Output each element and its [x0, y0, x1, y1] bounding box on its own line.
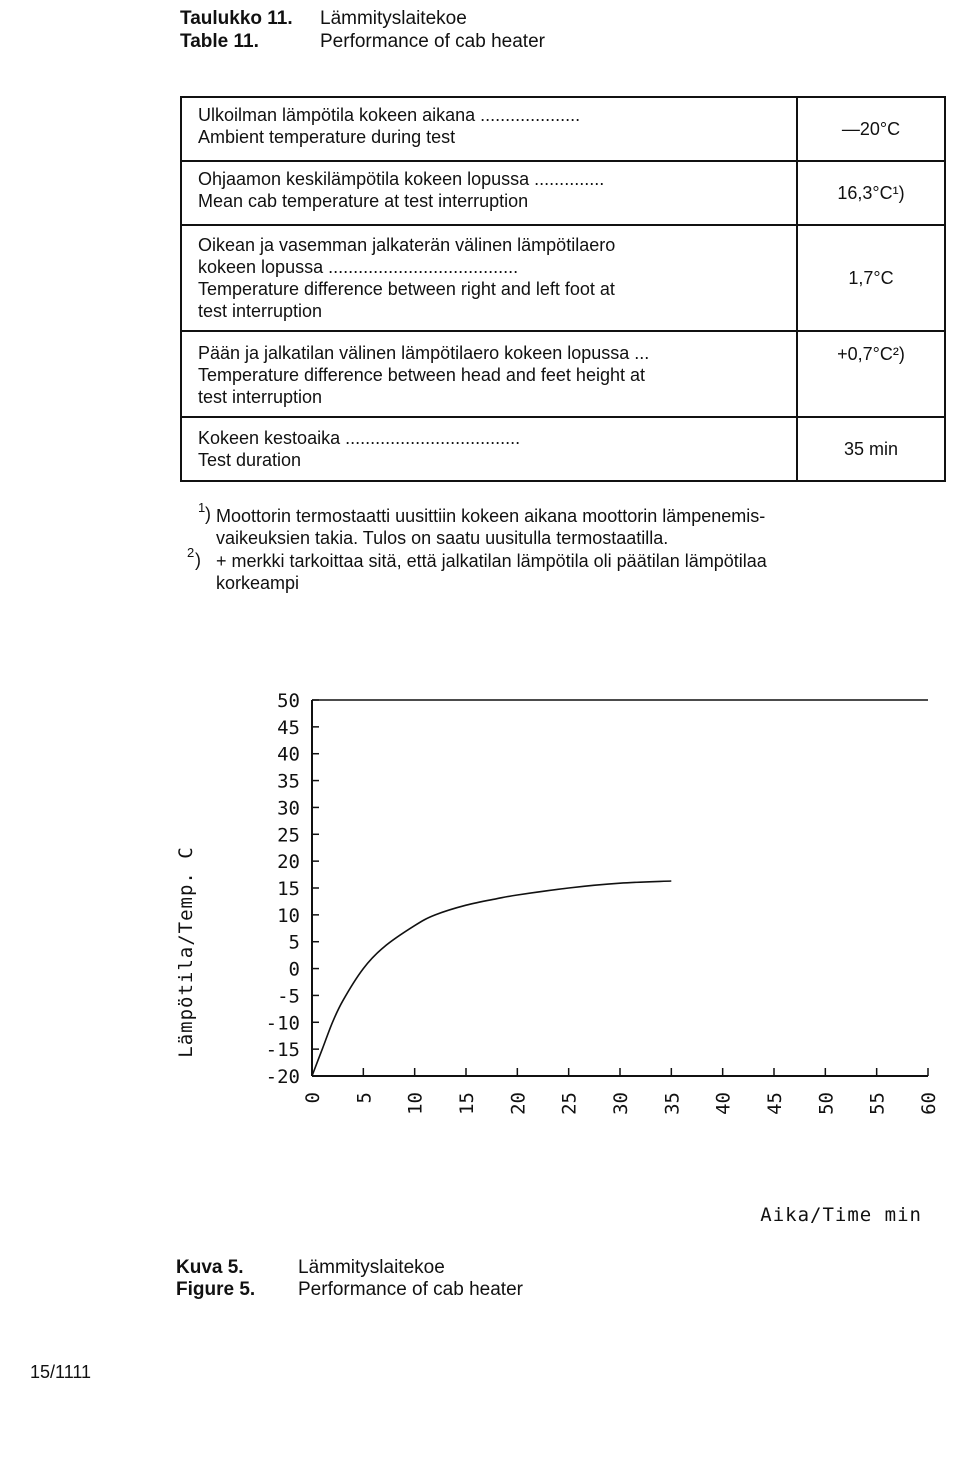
x-tick-label: 15	[456, 1092, 478, 1115]
x-tick-label: 40	[712, 1092, 735, 1115]
row-description	[198, 427, 778, 471]
row-description	[198, 104, 778, 148]
table-row	[182, 332, 944, 418]
x-tick-label: 45	[764, 1092, 786, 1115]
table-row	[182, 418, 944, 480]
table-row	[182, 162, 944, 226]
row-line: Oikean ja vasemman jalkaterän välinen lämpötilaero	[198, 235, 616, 255]
row-line: test interruption	[198, 301, 323, 321]
x-tick-label: 20	[507, 1092, 530, 1115]
y-tick-label: 20	[277, 851, 300, 874]
row-value: 1,7°C	[796, 226, 944, 330]
y-tick-label: -15	[265, 1039, 300, 1062]
y-tick-label: 25	[277, 824, 300, 847]
x-tick-label: 30	[610, 1092, 632, 1115]
footnote-2-mark: 2	[187, 545, 195, 560]
y-tick-label: -10	[265, 1012, 300, 1035]
footnote-2-paren: )	[195, 550, 201, 570]
figure-caption-fi	[176, 1257, 445, 1279]
y-tick-label: 40	[277, 743, 300, 766]
row-line: Pään ja jalkatilan välinen lämpötilaero kokeen lopussa ...	[198, 343, 650, 363]
x-tick-label: 0	[302, 1092, 324, 1104]
table-label-en: Table 11.	[180, 31, 259, 52]
row-line: kokeen lopussa ......................................	[198, 257, 519, 277]
row-line: test interruption	[198, 387, 323, 407]
row-line: Kokeen kestoaika ...................................	[198, 428, 521, 448]
table-row	[182, 226, 944, 332]
row-description	[198, 168, 778, 212]
figure-label-fi: Kuva 5.	[176, 1257, 244, 1278]
y-tick-label: -5	[277, 985, 300, 1008]
row-value: —20°C	[796, 98, 944, 160]
row-description	[198, 234, 778, 322]
x-tick-label: 5	[353, 1092, 376, 1104]
y-tick-label: 50	[277, 690, 300, 712]
row-line: Ohjaamon keskilämpötila kokeen lopussa ..............	[198, 169, 605, 189]
x-tick-label: 10	[404, 1092, 427, 1115]
row-line: Temperature difference between head and feet height at	[198, 365, 645, 385]
x-tick-label: 35	[661, 1092, 684, 1115]
footnote-2-line2: korkeampi	[216, 573, 300, 593]
x-axis-label: Aika/Time min	[760, 1204, 922, 1226]
table-title-en: Performance of cab heater	[320, 31, 545, 52]
row-line: Ambient temperature during test	[198, 127, 456, 147]
y-tick-label: 15	[277, 878, 300, 900]
page-number: 15/1111	[30, 1362, 92, 1382]
y-tick-label: 45	[277, 716, 300, 739]
table-label-fi: Taulukko 11.	[180, 8, 293, 29]
table-caption-en	[180, 31, 545, 53]
row-value: +0,7°C²)	[796, 332, 944, 416]
x-tick-label: 50	[815, 1092, 838, 1115]
figure-label-en: Figure 5.	[176, 1279, 256, 1300]
y-tick-label: 0	[288, 958, 300, 981]
row-value: 16,3°C¹)	[796, 162, 944, 224]
row-line: Mean cab temperature at test interruption	[198, 191, 529, 211]
footnote-1-line2: vaikeuksien takia. Tulos on saatu uusitulla termostaatilla.	[216, 528, 669, 548]
footnote-1-line1: Moottorin termostaatti uusittiin kokeen aikana moottorin lämpenemis-	[216, 506, 766, 526]
row-line: Ulkoilman lämpötila kokeen aikana ....................	[198, 105, 581, 125]
x-tick-label: 60	[918, 1092, 940, 1115]
chart-series	[312, 881, 671, 1076]
temperature-line	[312, 881, 671, 1076]
table-title-fi: Lämmityslaitekoe	[320, 8, 467, 29]
figure-title-fi: Lämmityslaitekoe	[298, 1257, 445, 1278]
footnote-1-paren: )	[205, 504, 211, 524]
y-tick-label: -20	[265, 1066, 300, 1088]
y-tick-label: 30	[277, 797, 300, 820]
figure-title-en: Performance of cab heater	[298, 1279, 523, 1300]
row-line: Temperature difference between right and left foot at	[198, 279, 615, 299]
table-caption-fi	[180, 8, 467, 30]
footnote-1-mark: 1	[198, 500, 206, 515]
chart-axes	[312, 700, 928, 1076]
x-tick-label: 55	[866, 1092, 889, 1115]
y-tick-label: 35	[277, 770, 300, 793]
figure-caption-en	[176, 1279, 523, 1301]
row-line: Test duration	[198, 450, 302, 470]
y-tick-label: 10	[277, 904, 300, 927]
table-row	[182, 98, 944, 162]
row-description	[198, 342, 778, 408]
y-axis-label: Lämpötila/Temp. C	[175, 846, 197, 1058]
performance-table	[180, 96, 946, 482]
footnote-2-line1: + merkki tarkoittaa sitä, että jalkatilan lämpötila oli päätilan lämpötilaa	[216, 551, 767, 571]
x-tick-label: 25	[558, 1092, 581, 1115]
row-value: 35 min	[796, 418, 944, 480]
y-tick-label: 5	[288, 931, 300, 954]
temperature-chart	[160, 680, 950, 1240]
